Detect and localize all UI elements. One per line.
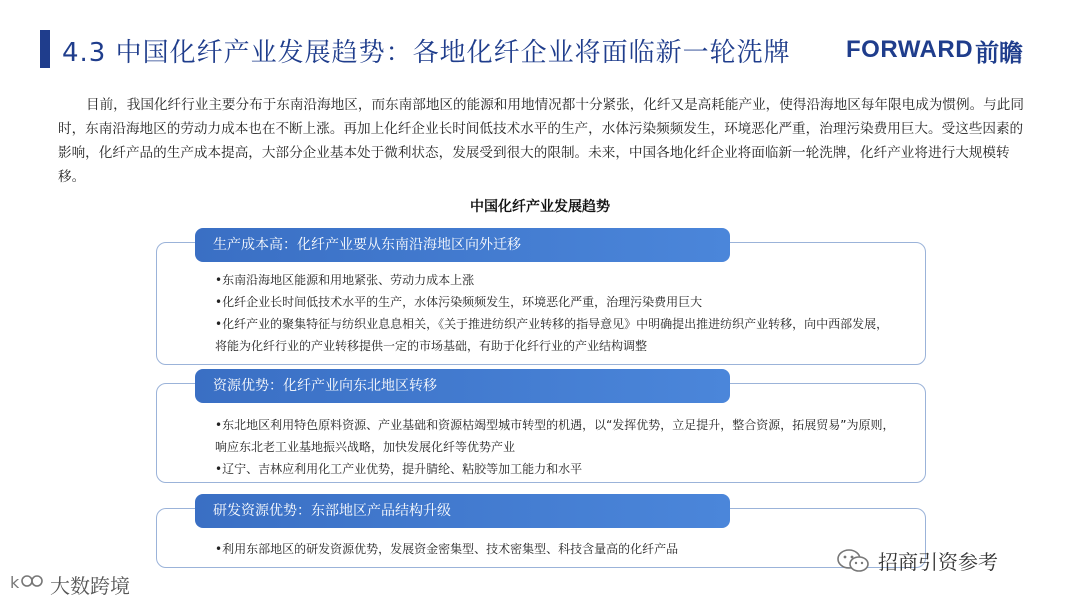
list-item: •东南沿海地区能源和用地紧张、劳动力成本上涨: [215, 273, 475, 287]
page-title: 4.3 中国化纤产业发展趋势：各地化纤企业将面临新一轮洗牌: [62, 38, 791, 68]
list-item: •化纤企业长时间低技术水平的生产，水体污染频频发生，环境恶化严重，治理污染费用巨大: [215, 295, 703, 309]
intro-paragraph: 目前，我国化纤行业主要分布于东南沿海地区，而东南部地区的能源和用地情况都十分紧张，化纤又是高耗能产业，使得沿海地区每年限电成为惯例。与此同时，东南沿海地区的劳动力成本也在不断上涨。再加上化纤企业长时间低技术水平的生产，水体污染频频发生，环境恶化严重，治理污染费用巨大。受这些因素的影响，化纤产品的生产成本提高，大部分企业基本处于微利状态，发展受到很大的限制。未来，中国各地化纤企业将面临新一轮洗牌，化纤产业将进行大规模转移。: [58, 97, 1024, 185]
title-accent-bar: [40, 30, 50, 68]
list-item: •利用东部地区的研发资源优势，发展资金密集型、技术密集型、科技含量高的化纤产品: [215, 542, 679, 556]
list-item: •化纤产业的聚集特征与纺织业息息相关，《关于推进纺织产业转移的指导意见》中明确提出推进纺织产业转移，向中西部发展，将能为化纤行业的产业转移提供一定的市场基础，有助于化纤行业的产业结构调整: [215, 317, 889, 353]
section-bullets-rnd: [215, 538, 895, 560]
section-header-resources: 资源优势：化纤产业向东北地区转移: [195, 369, 730, 403]
logo-latin-text: FORWARD: [846, 36, 974, 63]
brand-mark-icon: [10, 571, 44, 598]
section-header-rnd: 研发资源优势：东部地区产品结构升级: [195, 494, 730, 528]
wechat-account-name: 招商引资参考: [878, 550, 998, 574]
bottom-left-logo-text: 大数跨境: [50, 574, 130, 598]
wechat-account: [836, 546, 998, 575]
section-bullets-cost: [215, 269, 895, 357]
svg-text:k: k: [10, 573, 20, 592]
section-header-cost: 生产成本高：化纤产业要从东南沿海地区向外迁移: [195, 228, 730, 262]
list-item: •东北地区利用特色原料资源、产业基础和资源枯竭型城市转型的机遇，以“发挥优势，立足提升，整合资源，拓展贸易”为原则，响应东北老工业基地振兴战略，加快发展化纤等优势产业: [215, 418, 895, 454]
logo-chinese-text: 前瞻: [975, 38, 1024, 67]
diagram-title: 中国化纤产业发展趋势: [470, 199, 610, 215]
section-bullets-resources: [215, 414, 895, 480]
wechat-icon: [836, 548, 870, 574]
bottom-left-logo: [10, 570, 130, 599]
list-item: •辽宁、吉林应利用化工产业优势，提升腈纶、粘胶等加工能力和水平: [215, 462, 583, 476]
forward-logo: [846, 34, 1023, 66]
